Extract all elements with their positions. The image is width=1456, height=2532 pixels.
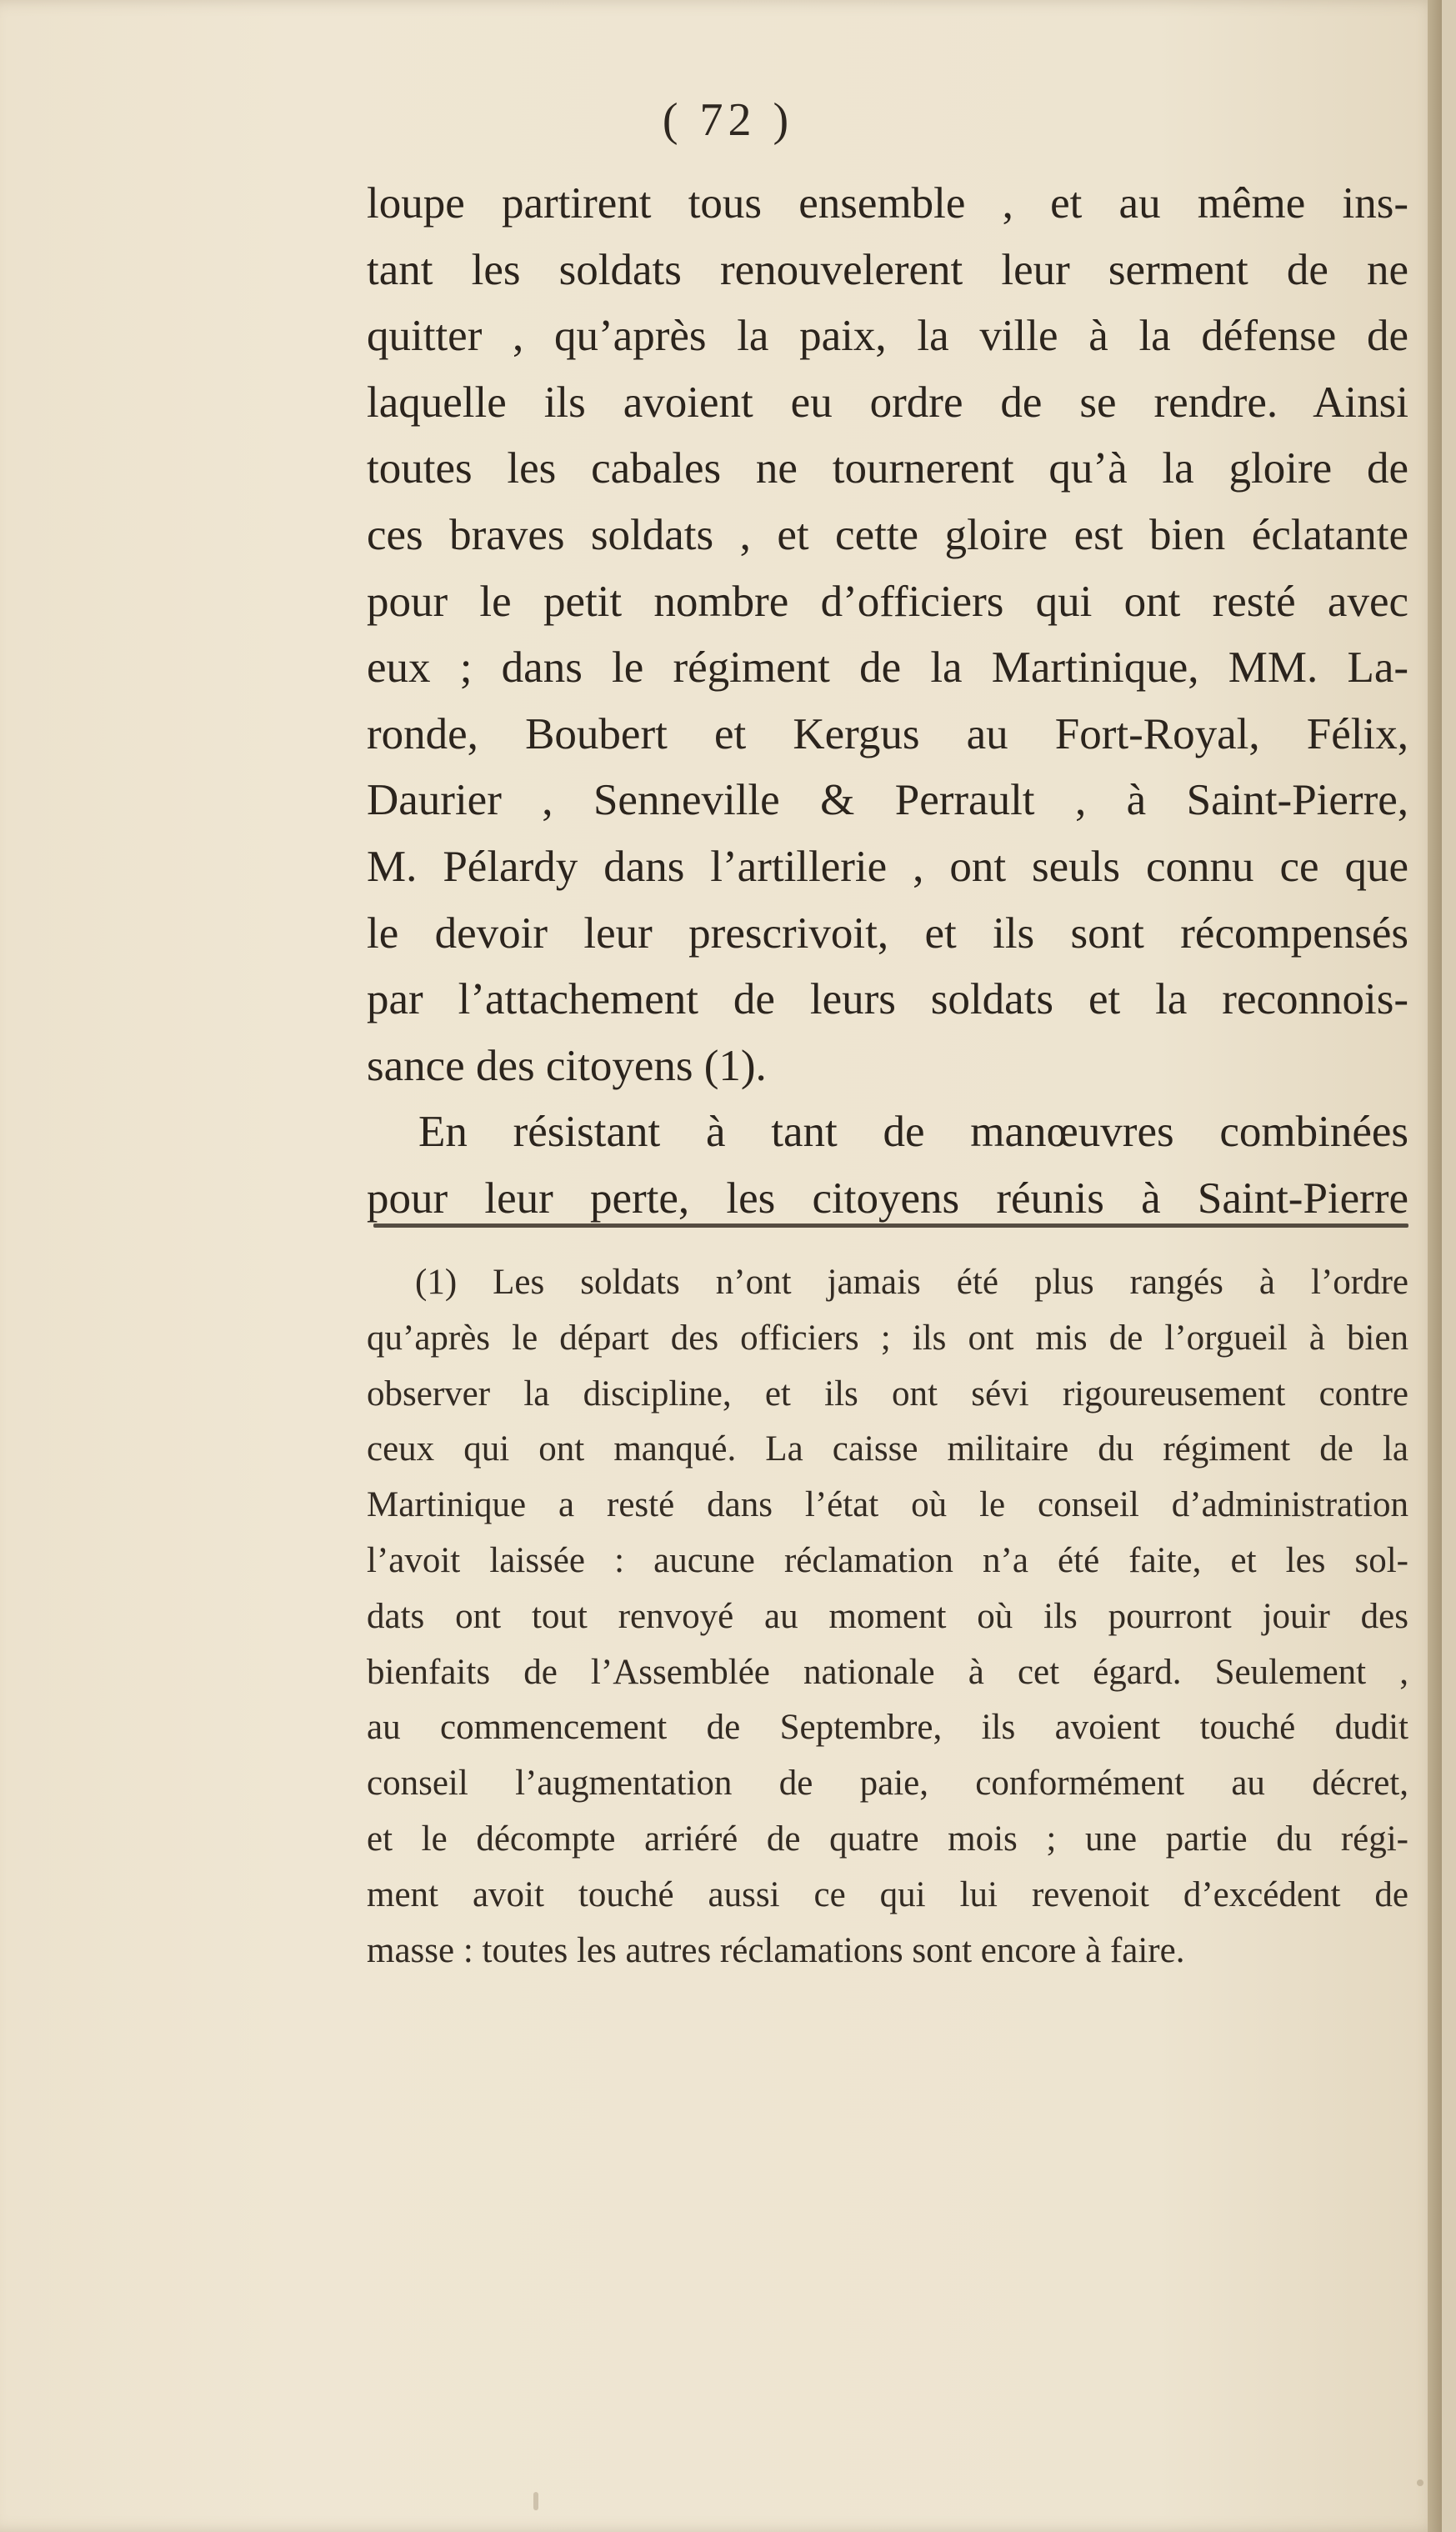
footnote-line: l’avoit laissée : aucune réclamation n’a été faite, et les sol- bbox=[367, 1540, 1408, 1580]
footnote-line: bienfaits de l’Assemblée nationale à cet égard. Seulement , bbox=[367, 1652, 1408, 1692]
text-line: pour leur perte, les citoyens réunis à Saint-Pierre bbox=[367, 1173, 1408, 1223]
footnote-line: dats ont tout renvoyé au moment où ils pourront jouir des bbox=[367, 1596, 1408, 1636]
footnote-line: qu’après le départ des officiers ; ils ont mis de l’orgueil à bien bbox=[367, 1318, 1408, 1358]
text-line: le devoir leur prescrivoit, et ils sont récompensés bbox=[367, 908, 1408, 958]
footnote-rule bbox=[373, 1223, 1408, 1228]
text-line: Daurier , Senneville & Perrault , à Saint-Pierre, bbox=[367, 776, 1408, 825]
paper-spot bbox=[1417, 2479, 1423, 2486]
footnote-line: (1) Les soldats n’ont jamais été plus rangés à l’ordre bbox=[415, 1263, 1408, 1302]
footnote-line: ment avoit touché aussi ce qui lui revenoit d’excédent de bbox=[367, 1874, 1408, 1914]
footnote-line: et le décompte arriéré de quatre mois ; une partie du régi- bbox=[367, 1819, 1408, 1859]
text-line: eux ; dans le régiment de la Martinique, MM. La- bbox=[367, 643, 1408, 693]
text-line: M. Pélardy dans l’artillerie , ont seuls connu ce que bbox=[367, 842, 1408, 891]
page-edge bbox=[1428, 0, 1442, 2532]
text-line: laquelle ils avoient eu ordre de se rendre. Ainsi bbox=[367, 378, 1408, 427]
footnote-line: masse : toutes les autres réclamations sont encore à faire. bbox=[367, 1930, 1185, 1970]
footnote-line: conseil l’augmentation de paie, conformément au décret, bbox=[367, 1764, 1408, 1804]
footnote-line: observer la discipline, et ils ont sévi rigoureusement contre bbox=[367, 1374, 1408, 1414]
footnote-line: Martinique a resté dans l’état où le conseil d’administration bbox=[367, 1485, 1408, 1525]
text-line: sance des citoyens (1). bbox=[367, 1041, 767, 1090]
paper-spot bbox=[533, 2492, 538, 2510]
text-line: pour le petit nombre d’officiers qui ont resté avec bbox=[367, 577, 1408, 626]
text-line: quitter , qu’après la paix, la ville à la défense de bbox=[367, 312, 1408, 361]
text-line: ces braves soldats , et cette gloire est bien éclatante bbox=[367, 510, 1408, 559]
page-number: ( 72 ) bbox=[662, 94, 794, 146]
text-line: tant les soldats renouvelerent leur serment de ne bbox=[367, 245, 1408, 294]
text-line: En résistant à tant de manœuvres combinées bbox=[418, 1108, 1408, 1157]
text-line: loupe partirent tous ensemble , et au même ins- bbox=[367, 179, 1408, 228]
footnote-line: au commencement de Septembre, ils avoient touché dudit bbox=[367, 1708, 1408, 1748]
footnote bbox=[367, 1255, 1408, 1979]
text-line: toutes les cabales ne tournerent qu’à la gloire de bbox=[367, 444, 1408, 493]
footnote-line: ceux qui ont manqué. La caisse militaire du régiment de la bbox=[367, 1429, 1408, 1469]
text-line: par l’attachement de leurs soldats et la reconnois- bbox=[367, 975, 1408, 1024]
text-line: ronde, Boubert et Kergus au Fort-Royal, Félix, bbox=[367, 709, 1408, 758]
main-text bbox=[367, 171, 1408, 1233]
